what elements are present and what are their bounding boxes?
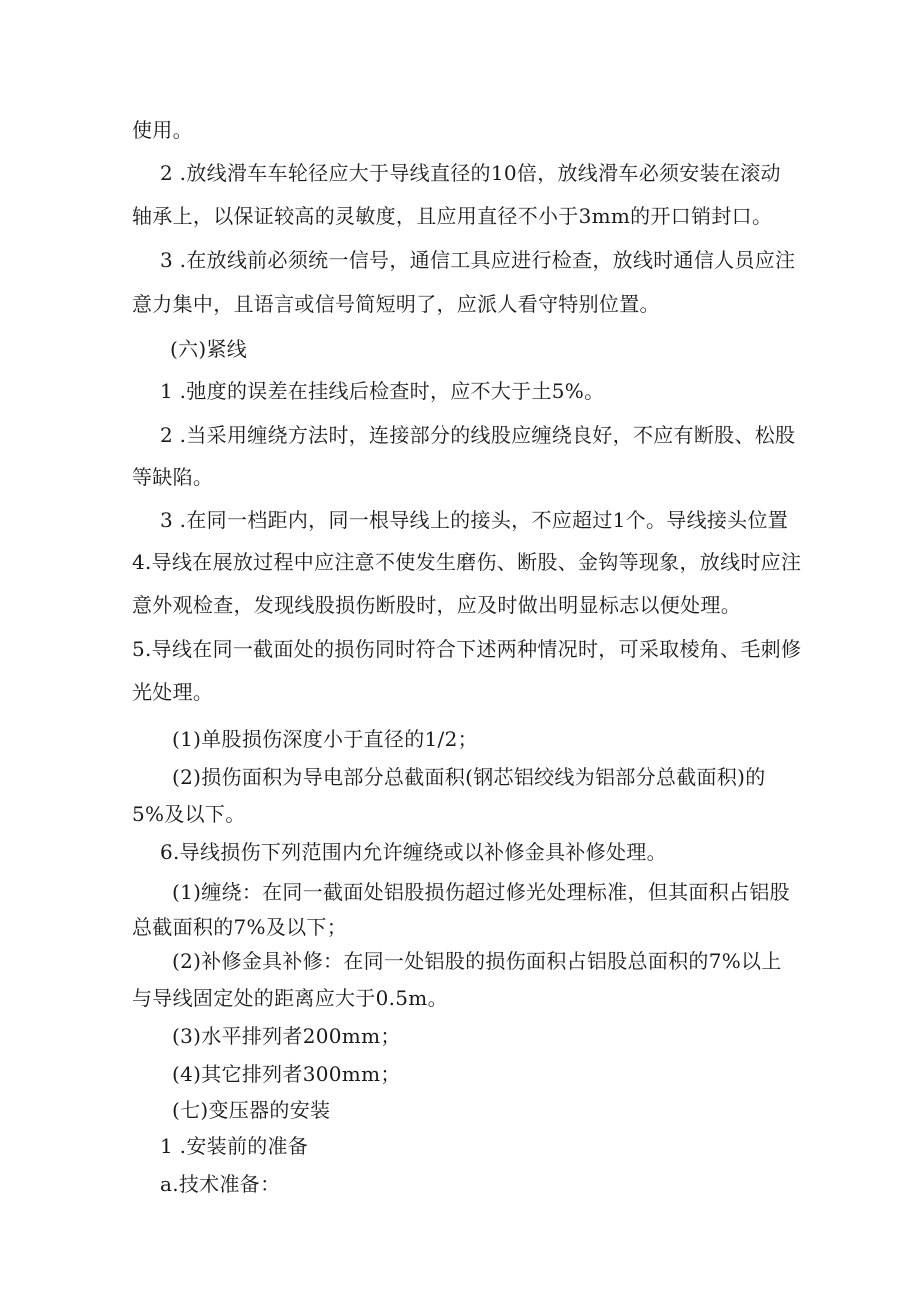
text-line: (4)其它排列者300mm； <box>172 1062 401 1086</box>
text-line: 1 .弛度的误差在挂线后检查时，应不大于土5%。 <box>160 379 605 403</box>
text-line: 4.导线在展放过程中应注意不使发生磨伤、断股、金钩等现象，放线时应注 <box>132 550 802 574</box>
text-line: 意外观检查，发现线股损伤断股时，应及时做出明显标志以便处理。 <box>132 593 741 617</box>
text-line: 使用。 <box>132 118 193 142</box>
text-line: 光处理。 <box>132 680 214 704</box>
text-line: a.技术准备： <box>160 1172 281 1196</box>
text-line: (1)单股损伤深度小于直径的1/2； <box>172 727 478 751</box>
section-heading: (七)变压器的安装 <box>172 1098 331 1122</box>
text-line: 与导线固定处的距离应大于0.5m。 <box>132 986 448 1010</box>
text-line: (2)损伤面积为导电部分总截面积(钢芯铝绞线为铝部分总截面积)的 <box>172 765 766 789</box>
text-line: (1)缠绕：在同一截面处铝股损伤超过修光处理标准，但其面积占铝股 <box>172 880 790 904</box>
text-line: 3 .在放线前必须统一信号，通信工具应进行检查，放线时通信人员应注 <box>160 248 796 272</box>
text-line: 1 .安装前的准备 <box>160 1134 309 1158</box>
text-line: 等缺陷。 <box>132 465 214 489</box>
text-line: 轴承上，以保证较高的灵敏度，且应用直径不小于3mm的开口销封口。 <box>132 204 773 228</box>
text-line: (3)水平排列者200mm； <box>172 1024 401 1048</box>
text-line: (2)补修金具补修：在同一处铝股的损伤面积占铝股总面积的7%以上 <box>172 949 782 973</box>
text-line: 5%及以下。 <box>132 802 246 826</box>
text-line: 3 .在同一档距内，同一根导线上的接头，不应超过1个。导线接头位置 <box>160 508 789 532</box>
text-line: 5.导线在同一截面处的损伤同时符合下述两种情况时，可采取棱角、毛刺修 <box>132 637 802 661</box>
section-heading: (六)紧线 <box>170 337 248 361</box>
text-line: 2 .当采用缠绕方法时，连接部分的线股应缠绕良好，不应有断股、松股 <box>160 423 796 447</box>
text-line: 6.导线损伤下列范围内允许缠绕或以补修金具补修处理。 <box>160 840 667 864</box>
text-line: 总截面积的7%及以下； <box>132 915 348 939</box>
text-line: 意力集中，且语言或信号简短明了，应派人看守特别位置。 <box>132 292 660 316</box>
text-line: 2 .放线滑车车轮径应大于导线直径的10倍，放线滑车必须安装在滚动 <box>160 161 781 185</box>
